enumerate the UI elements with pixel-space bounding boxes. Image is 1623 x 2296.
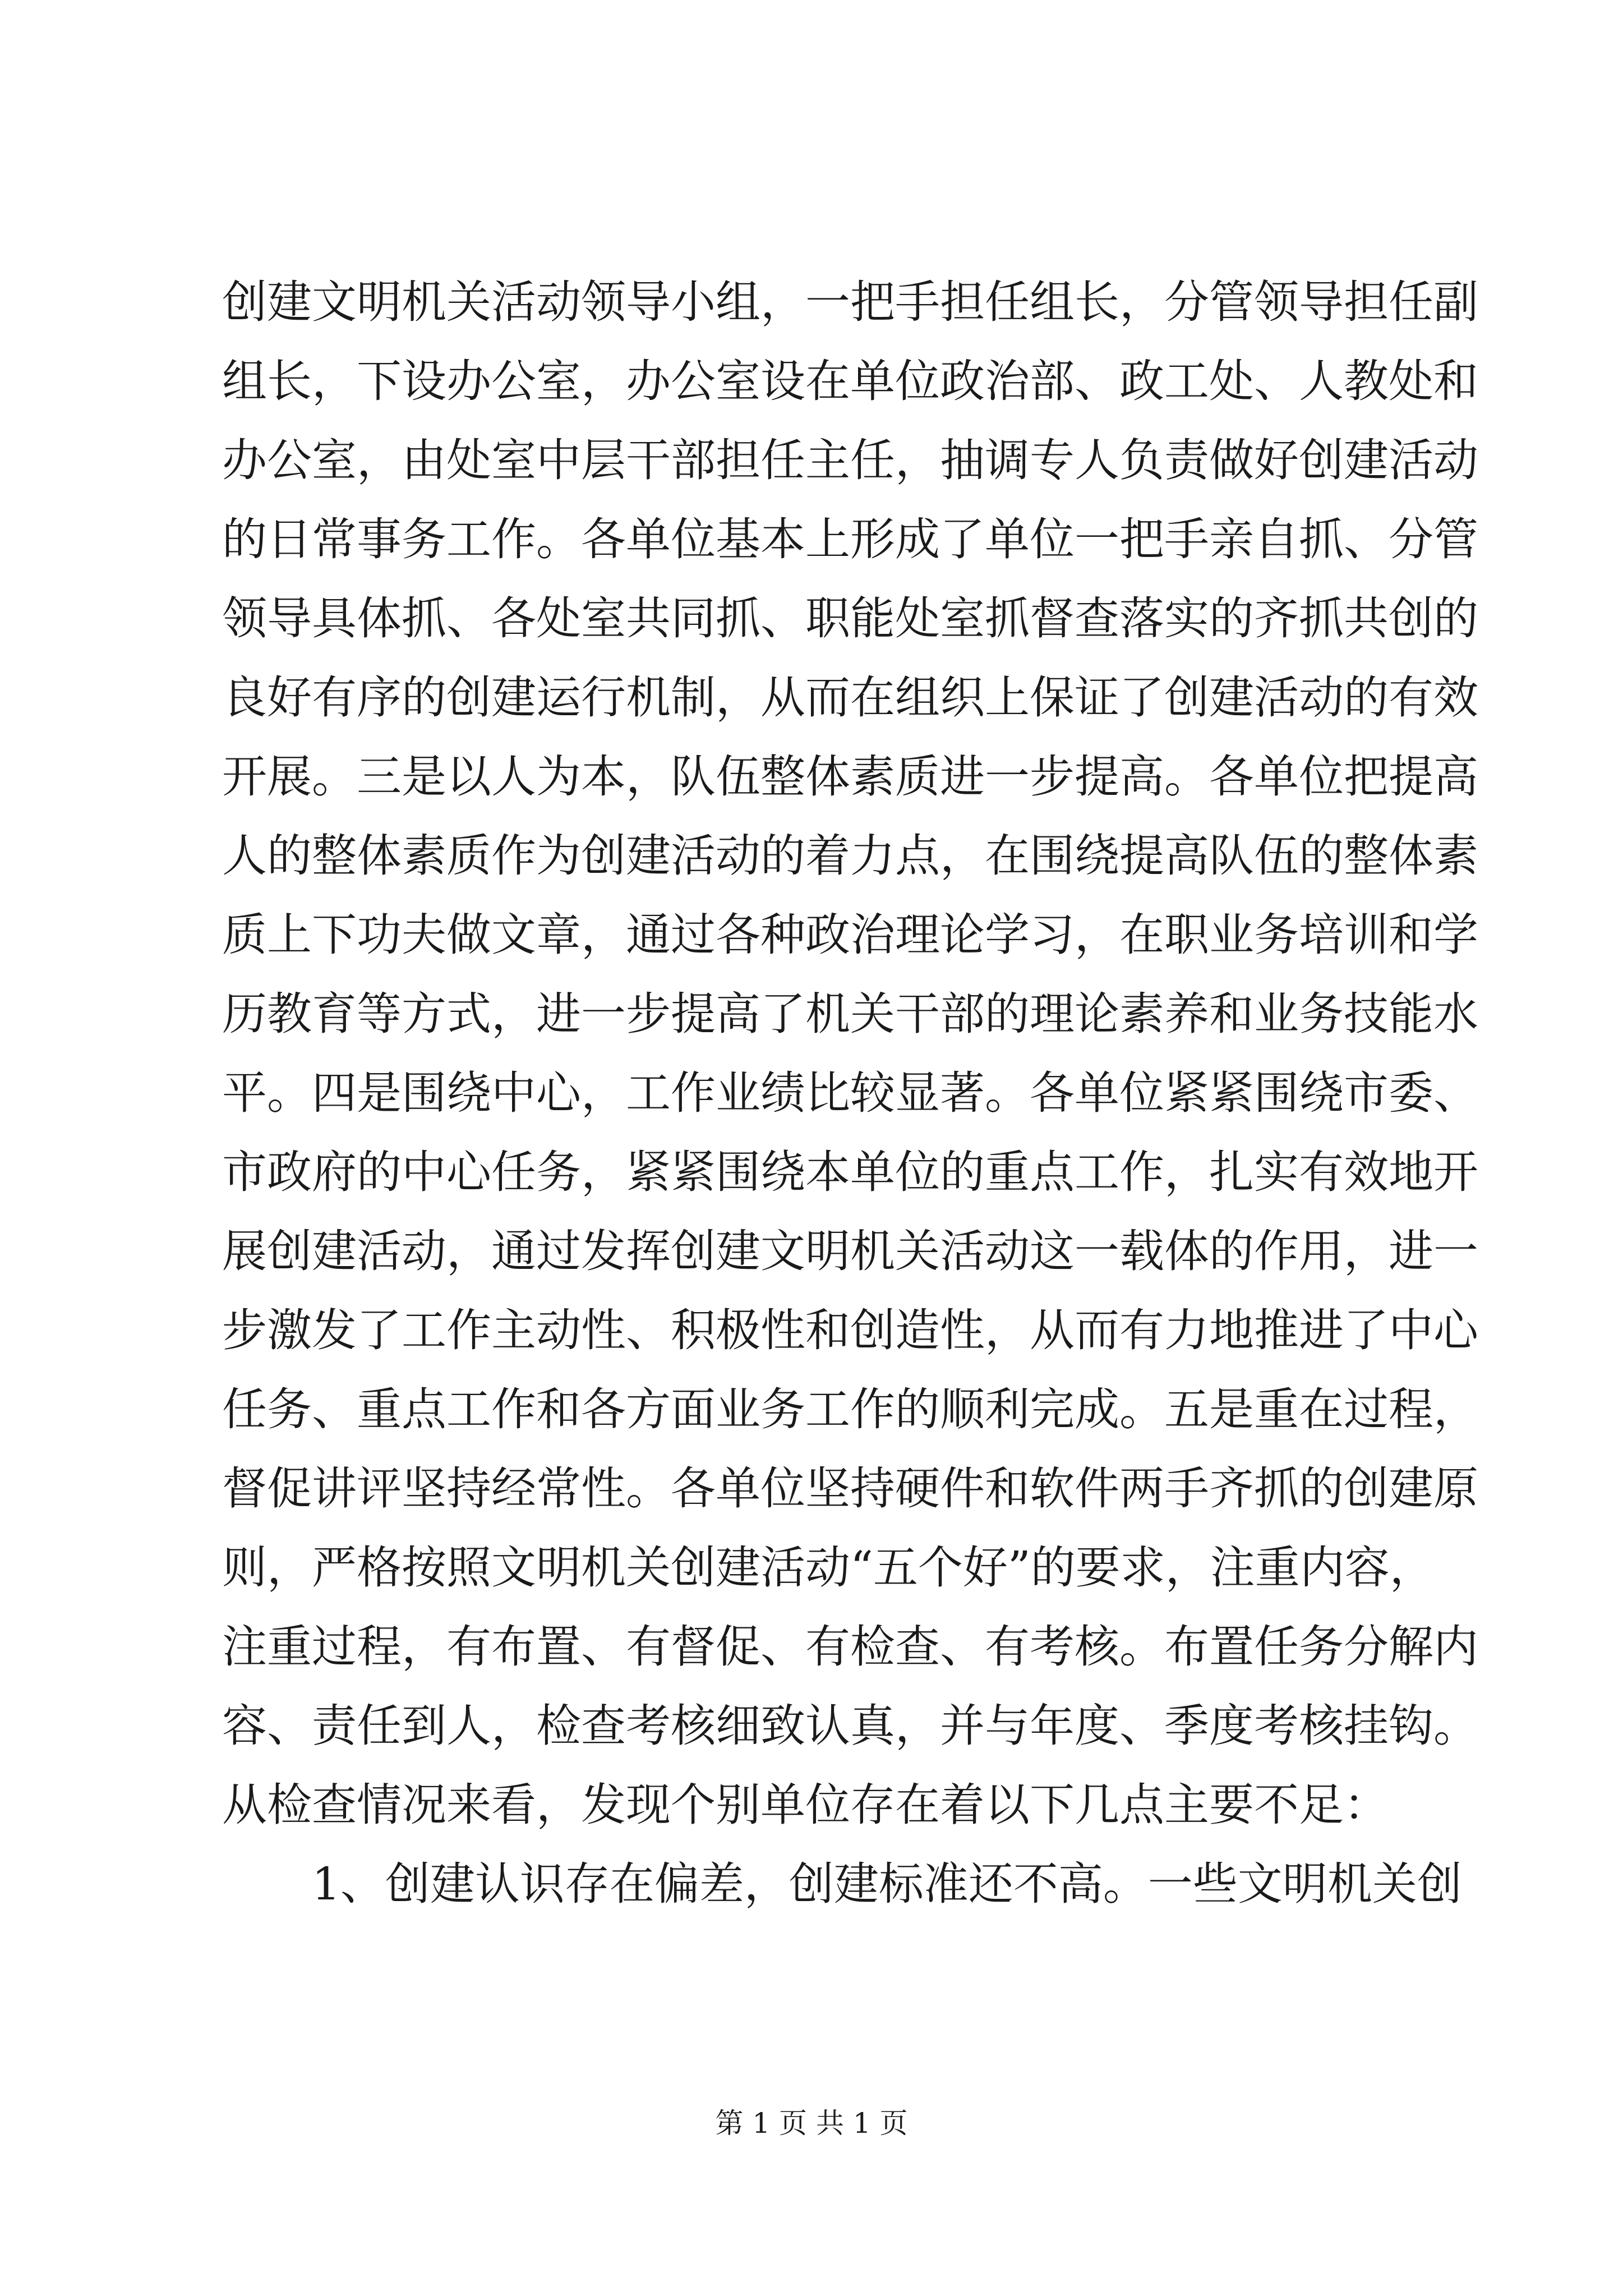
text-line: 步激发了工作主动性、积极性和创造性，从而有力地推进了中心 [222, 1304, 1478, 1356]
page-number-footer: 第 1 页 共 1 页 [715, 2107, 908, 2139]
text-line: 注重过程，有布置、有督促、有检查、有考核。布置任务分解内 [222, 1621, 1478, 1673]
text-line: 创建文明机关活动领导小组，一把手担任组长，分管领导担任副 [222, 276, 1478, 328]
text-line: 良好有序的创建运行机制，从而在组织上保证了创建活动的有效 [222, 671, 1478, 724]
text-line: 的日常事务工作。各单位基本上形成了单位一把手亲自抓、分管 [222, 513, 1478, 565]
text-line: 质上下功夫做文章，通过各种政治理论学习，在职业务培训和学 [222, 909, 1478, 961]
text-line: 1、创建认识存在偏差，创建标准还不高。一些文明机关创 [312, 1858, 1462, 1910]
text-line: 开展。三是以人为本，队伍整体素质进一步提高。各单位把提高 [222, 751, 1478, 803]
text-line: 从检查情况来看，发现个别单位存在着以下几点主要不足： [222, 1779, 1389, 1831]
text-line: 市政府的中心任务，紧紧围绕本单位的重点工作，扎实有效地开 [222, 1146, 1478, 1198]
text-line: 则，严格按照文明机关创建活动“五个好”的要求，注重内容， [222, 1542, 1435, 1594]
body-text [222, 263, 1478, 1924]
text-line: 领导具体抓、各处室共同抓、职能处室抓督查落实的齐抓共创的 [222, 592, 1478, 645]
text-line: 平。四是围绕中心，工作业绩比较显著。各单位紧紧围绕市委、 [222, 1067, 1478, 1119]
text-line: 容、责任到人，检查考核细致认真，并与年度、季度考核挂钩。 [222, 1700, 1478, 1752]
text-line: 组长，下设办公室，办公室设在单位政治部、政工处、人教处和 [222, 355, 1478, 407]
text-line: 督促讲评坚持经常性。各单位坚持硬件和软件两手齐抓的创建原 [222, 1462, 1478, 1515]
text-line: 人的整体素质作为创建活动的着力点，在围绕提高队伍的整体素 [222, 830, 1478, 882]
text-line: 办公室，由处室中层干部担任主任，抽调专人负责做好创建活动 [222, 434, 1478, 486]
text-line: 历教育等方式，进一步提高了机关干部的理论素养和业务技能水 [222, 988, 1478, 1040]
text-line: 展创建活动，通过发挥创建文明机关活动这一载体的作用，进一 [222, 1225, 1478, 1277]
text-line: 任务、重点工作和各方面业务工作的顺利完成。五是重在过程， [222, 1383, 1478, 1435]
